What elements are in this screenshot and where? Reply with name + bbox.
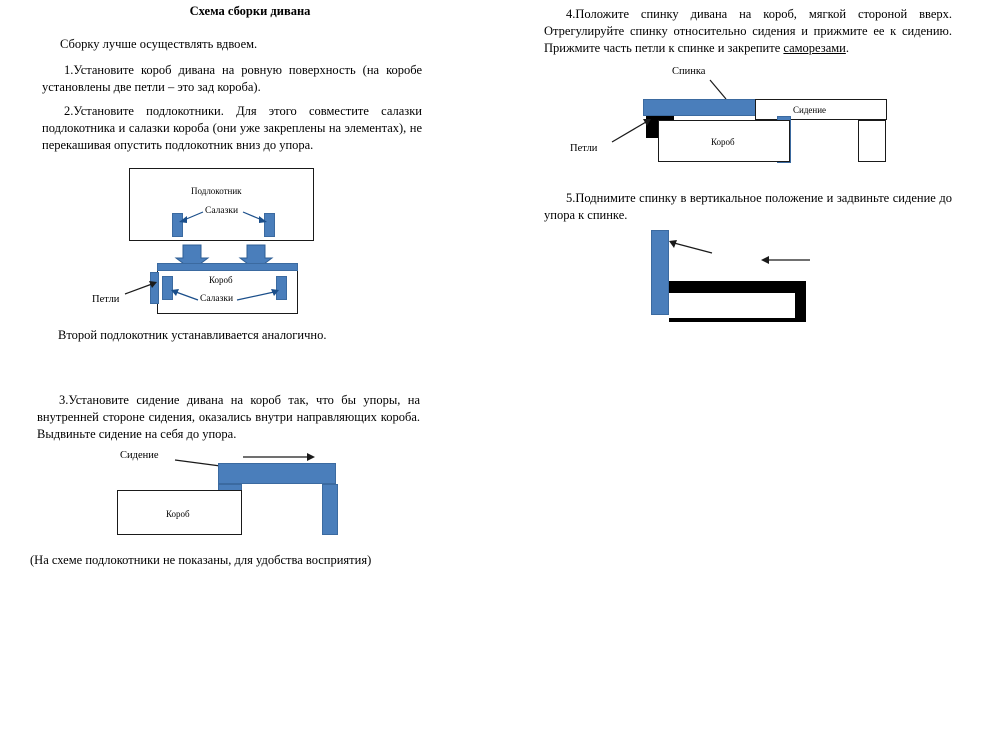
page-title: Схема сборки дивана <box>189 4 311 18</box>
intro-paragraph: Сборку лучше осуществлять вдвоем. <box>60 37 258 51</box>
seat-label-fig4: Сидение <box>793 105 827 115</box>
step-5-paragraph: 5.Поднимите спинку в вертикальное положение и задвиньте сидение до упора к спинке. <box>544 191 952 222</box>
figure-back-vertical <box>500 0 1000 400</box>
step-4-text: 4.Положите спинку дивана на короб, мягкой стороной вверх. Отрегулируйте спинку относительно сидения и прижмите ее к сидению. Прижмите часть петли к спинке и закрепите <box>544 7 952 55</box>
seat-leader <box>0 0 500 600</box>
seat-channel-top <box>669 281 806 293</box>
armrest-slides-label: Салазки <box>205 206 239 216</box>
step-3-paragraph: 3.Установите сидение дивана на короб так, что бы упоры, на внутренней стороне сидения, оказались внутри направляющих короба. Выдвиньте сидение на себя до упора. <box>37 393 420 441</box>
step-2-paragraph: 2.Установите подлокотники. Для этого совместите салазки подлокотника и салазки короба (они уже закреплены на элементах), не перекашивая опустить подлокотник вниз до упора. <box>42 104 422 152</box>
hinges-label-fig4: Петли <box>570 143 598 154</box>
back-label: Спинка <box>672 66 706 77</box>
hinges-label: Петли <box>92 294 120 305</box>
seat-leg <box>322 484 338 535</box>
note-after-step-2: Второй подлокотник устанавливается аналогично. <box>58 328 327 342</box>
seat-inner-space <box>669 293 795 318</box>
step-4-link: саморезами <box>783 40 846 55</box>
body-slides-label: Салазки <box>200 294 234 304</box>
armrest-label: Подлокотник <box>191 186 242 196</box>
body-label: Короб <box>209 275 233 285</box>
body-label-fig3: Короб <box>166 509 190 519</box>
note-after-step-3: (На схеме подлокотники не показаны, для удобства восприятия) <box>30 553 372 567</box>
figure-seat-on-body <box>0 0 500 600</box>
right-column <box>500 0 1000 750</box>
body-label-fig4: Короб <box>711 137 735 147</box>
back-vertical-slab <box>651 230 669 315</box>
step-4-tail: . <box>845 40 849 55</box>
seat-label: Сидение <box>120 450 159 461</box>
push-direction-arrows <box>500 0 1000 400</box>
seat-direction-arrow <box>0 0 500 600</box>
step-1-paragraph: 1.Установите короб дивана на ровную поверхность (на коробе установлены две петли – это зад короба). <box>42 63 422 94</box>
seat-slab <box>218 463 336 484</box>
